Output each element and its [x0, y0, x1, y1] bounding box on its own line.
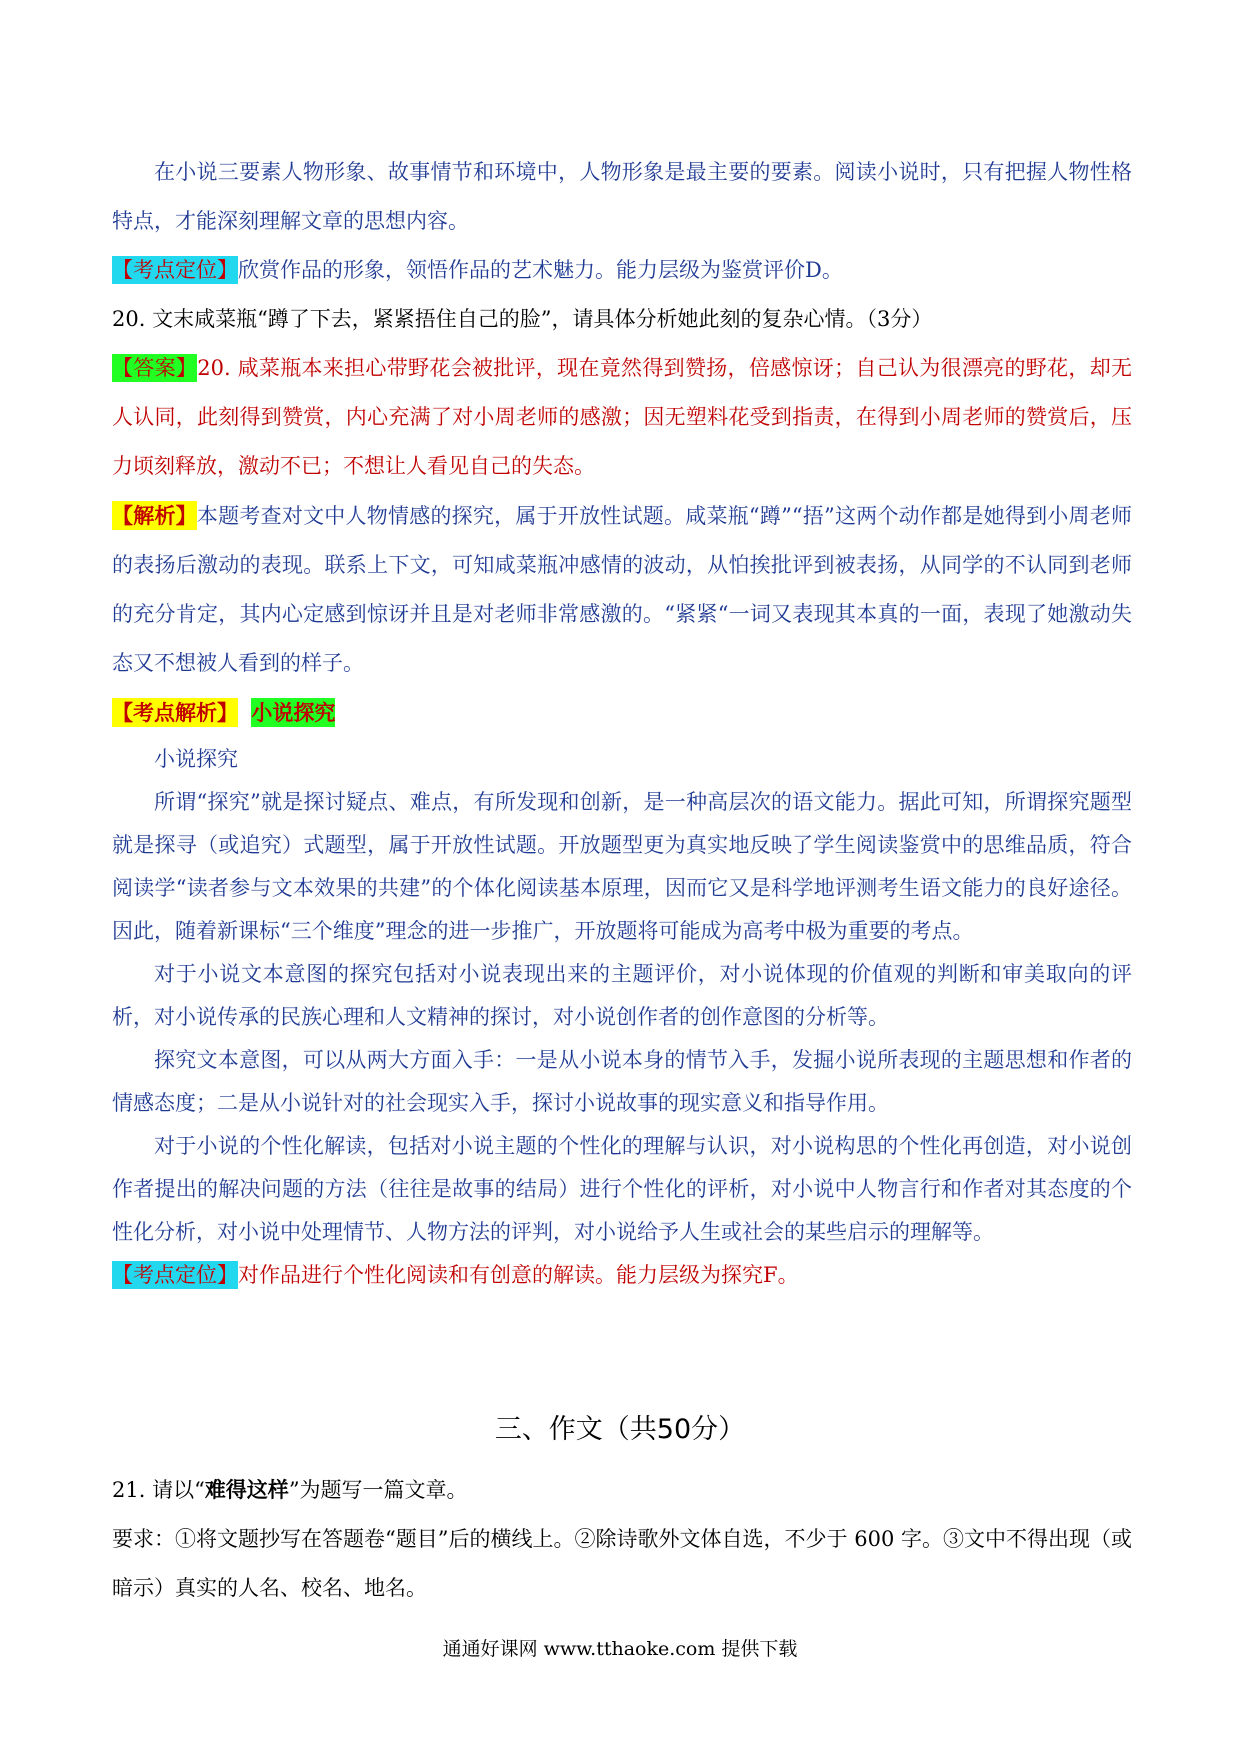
q21-suffix: ”为题写一篇文章。 [288, 1478, 468, 1502]
essay-question [112, 1465, 1132, 1613]
page-footer: 通通好课网 www.tthaoke.com 提供下载 [442, 1638, 798, 1660]
kaodian-tag: 【考点定位】 [112, 258, 238, 282]
q21-topic: 难得这样 [204, 1477, 289, 1502]
section-title-composition: 三、作文（共50分） [494, 1414, 746, 1445]
kaodian-jiexi-tag: 【考点解析】 [112, 700, 238, 725]
analysis-tag: 【解析】 [112, 503, 197, 528]
explore-paragraph-3: 探究文本意图，可以从两大方面入手：一是从小说本身的情节入手，发掘小说所表现的主题思想和作者的情感态度；二是从小说针对的社会现实入手，探讨小说故事的现实意义和指导作用。 [112, 1048, 1132, 1115]
kaodian-tag-2: 【考点定位】 [112, 1263, 238, 1287]
answer-20 [112, 344, 1132, 491]
paragraph-character-analysis: 在小说三要素人物形象、故事情节和环境中，人物形象是最主要的要素。阅读小说时，只有把握人物性格特点，才能深刻理解文章的思想内容。 [112, 160, 1132, 233]
kaodian-jiexi-topic: 小说探究 [251, 700, 336, 725]
explore-paragraph-4: 对于小说的个性化解读，包括对小说主题的个性化的理解与认识，对小说构思的个性化再创造，对小说创作者提出的解决问题的方法（往往是故事的结局）进行个性化的评析，对小说中人物言行和作者对其态度的个性化分析，对小说中处理情节、人物方法的评判，对小说给予人生或社会的某些启示的理解等。 [112, 1134, 1132, 1244]
question-20: 20. 文末咸菜瓶“蹲了下去，紧紧捂住自己的脸”，请具体分析她此刻的复杂心情。（3分） [112, 307, 933, 331]
answer-text: 20. 咸菜瓶本来担心带野花会被批评，现在竟然得到赞扬，倍感惊讶；自己认为很漂亮的野花，却无人认同，此刻得到赞赏，内心充满了对小周老师的感激；因无塑料花受到指责，在得到小周老师的赞赏后，压力顷刻释放，激动不已；不想让人看见自己的失态。 [112, 356, 1132, 478]
explore-paragraph-1: 所谓“探究”就是探讨疑点、难点，有所发现和创新，是一种高层次的语文能力。据此可知，所谓探究题型就是探寻（或追究）式题型，属于开放性试题。开放题型更为真实地反映了学生阅读鉴赏中的思维品质，符合阅读学“读者参与文本效果的共建”的个体化阅读基本原理，因而它又是科学地评测考生语文能力的良好途径。因此，随着新课标“三个维度”理念的进一步推广，开放题将可能成为高考中极为重要的考点。 [112, 790, 1132, 943]
kaodian-text-2: 对作品进行个性化阅读和有创意的解读。能力层级为探究F。 [238, 1263, 799, 1287]
q21-requirements: 要求：①将文题抄写在答题卷“题目”后的横线上。②除诗歌外文体自选，不少于 600 字。③文中不得出现（或暗示）真实的人名、校名、地名。 [112, 1527, 1132, 1600]
main-content [112, 148, 1132, 1297]
kaodian-text: 欣赏作品的形象，领悟作品的艺术魅力。能力层级为鉴赏评价D。 [238, 258, 843, 282]
q21-prefix: 21. 请以“ [112, 1478, 205, 1502]
explore-paragraph-2: 对于小说文本意图的探究包括对小说表现出来的主题评价，对小说体现的价值观的判断和审美取向的评析，对小说传承的民族心理和人文精神的探讨，对小说创作者的创作意图的分析等。 [112, 962, 1132, 1029]
explore-heading: 小说探究 [154, 747, 238, 771]
analysis-text: 本题考查对文中人物情感的探究，属于开放性试题。咸菜瓶“蹲”“捂”这两个动作都是她得到小周老师的表扬后激动的表现。联系上下文，可知咸菜瓶冲感情的波动，从怕挨批评到被表扬，从同学的不认同到老师的充分肯定，其内心定感到惊讶并且是对老师非常感激的。“紧紧“一词又表现其本真的一面，表现了她激动失态又不想被人看到的样子。 [112, 504, 1132, 675]
kaodian-line-2 [112, 1254, 1132, 1297]
kaodian-line-1 [112, 246, 1132, 295]
answer-tag: 【答案】 [112, 356, 198, 380]
kaodian-jiexi-line [112, 688, 1132, 738]
question-21 [112, 1465, 1132, 1515]
analysis-20 [112, 491, 1132, 688]
explore-section [112, 738, 1132, 1297]
